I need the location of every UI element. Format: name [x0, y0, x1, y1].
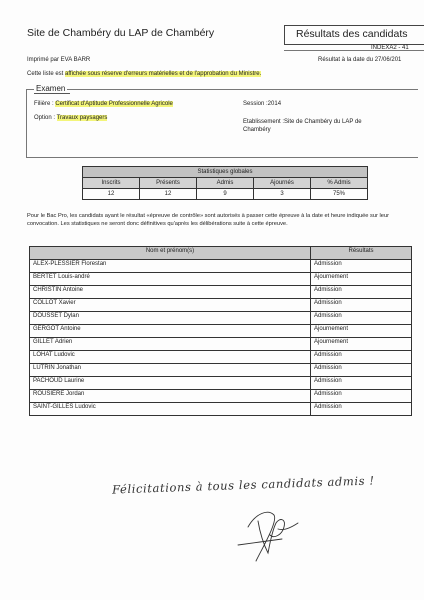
notice-prefix: Cette liste est: [27, 71, 66, 77]
exam-heading: Examen: [36, 84, 66, 93]
candidate-name: DOUSSET Dylan: [30, 312, 311, 325]
table-row: [30, 299, 412, 312]
index-code: INDEXA2 - 41: [371, 45, 409, 51]
candidate-result: Admission: [311, 390, 412, 403]
candidate-result: Admission: [311, 351, 412, 364]
candidate-name: CHRISTIN Antoine: [30, 286, 311, 299]
stats-value-pct-admis: 75%: [311, 189, 368, 200]
candidate-name: ROUSIERE Jordan: [30, 390, 311, 403]
table-row: [30, 273, 412, 286]
candidate-result: Admission: [311, 364, 412, 377]
option-field: [34, 115, 107, 121]
col-header-result: Résultats: [311, 247, 412, 260]
session: Session :2014: [243, 101, 282, 107]
candidate-result: Ajournement: [311, 338, 412, 351]
filiere-field: [34, 101, 173, 107]
table-row: [30, 260, 412, 273]
table-row: [30, 390, 412, 403]
table-row: [30, 325, 412, 338]
candidate-result: Admission: [311, 286, 412, 299]
option-value: Travaux paysagers: [56, 115, 108, 121]
candidate-result: Admission: [311, 312, 412, 325]
result-date: Résultat à la date du 27/06/201: [318, 57, 402, 63]
table-row: [30, 377, 412, 390]
option-label: Option :: [34, 115, 56, 121]
stats-value-inscrits: 12: [83, 189, 140, 200]
candidate-name: LUTRIN Jonathan: [30, 364, 311, 377]
filiere-label: Filière :: [34, 101, 54, 107]
stats-col-ajournes: Ajournés: [254, 178, 311, 189]
candidate-result: Admission: [311, 260, 412, 273]
candidate-name: SAINT-GILLES Ludovic: [30, 403, 311, 416]
candidate-name: PACHOUD Laurine: [30, 377, 311, 390]
signature: [234, 505, 304, 567]
candidate-name: COLLOT Xavier: [30, 299, 311, 312]
candidate-name: BERTET Louis-andré: [30, 273, 311, 286]
table-row: [30, 364, 412, 377]
candidate-name: GERGOT Antoine: [30, 325, 311, 338]
exam-heading-underline: [34, 93, 70, 94]
stats-value-presents: 12: [140, 189, 197, 200]
table-row: [30, 312, 412, 325]
candidate-result: Admission: [311, 377, 412, 390]
candidate-name: GILLET Adrien: [30, 338, 311, 351]
etablissement-line1: Etablissement :Site de Chambéry du LAP de: [243, 119, 362, 125]
stats-value-ajournes: 3: [254, 189, 311, 200]
stats-value-admis: 9: [197, 189, 254, 200]
candidate-result: Admission: [311, 299, 412, 312]
candidate-result: Ajournement: [311, 325, 412, 338]
notice-highlight: affichée sous réserve d'erreurs matérielles et de l'approbation du Ministre.: [65, 71, 262, 77]
stats-col-presents: Présents: [140, 178, 197, 189]
col-header-name: Nom et prénom(s): [30, 247, 311, 260]
candidate-name: LOHAT Ludovic: [30, 351, 311, 364]
table-row: [30, 286, 412, 299]
table-row: [30, 351, 412, 364]
site-title: Site de Chambéry du LAP de Chambéry: [27, 27, 215, 39]
candidates-table: [29, 246, 412, 416]
stats-col-pct-admis: % Admis: [311, 178, 368, 189]
printed-by: Imprimé par EVA BARR: [27, 57, 91, 63]
table-row: [30, 338, 412, 351]
candidate-result: Ajournement: [311, 273, 412, 286]
controle-notice: Pour le Bac Pro, les candidats ayant le résultat «épreuve de contrôle» sont autorisés à passer cette épreuve à la date et heure indiquée sur leur convocation. Les statistiques ne seront donc définitives qu'après les délibérations suite à cette épreuve.: [27, 213, 390, 227]
notice: [27, 71, 261, 77]
handwritten-note: Félicitations à tous les candidats admis !: [111, 473, 375, 497]
etablissement-line2: Chambéry: [243, 127, 271, 133]
stats-col-inscrits: Inscrits: [83, 178, 140, 189]
candidate-name: ALEX-PLESSIER Florestan: [30, 260, 311, 273]
stats-col-admis: Admis: [197, 178, 254, 189]
candidate-result: Admission: [311, 403, 412, 416]
stats-title: Statistiques globales: [83, 167, 368, 178]
filiere-value: Certificat d'Aptitude Professionnelle Agricole: [55, 101, 173, 107]
table-row: [30, 403, 412, 416]
results-title: Résultats des candidats: [296, 28, 408, 40]
stats-table: [82, 166, 368, 200]
